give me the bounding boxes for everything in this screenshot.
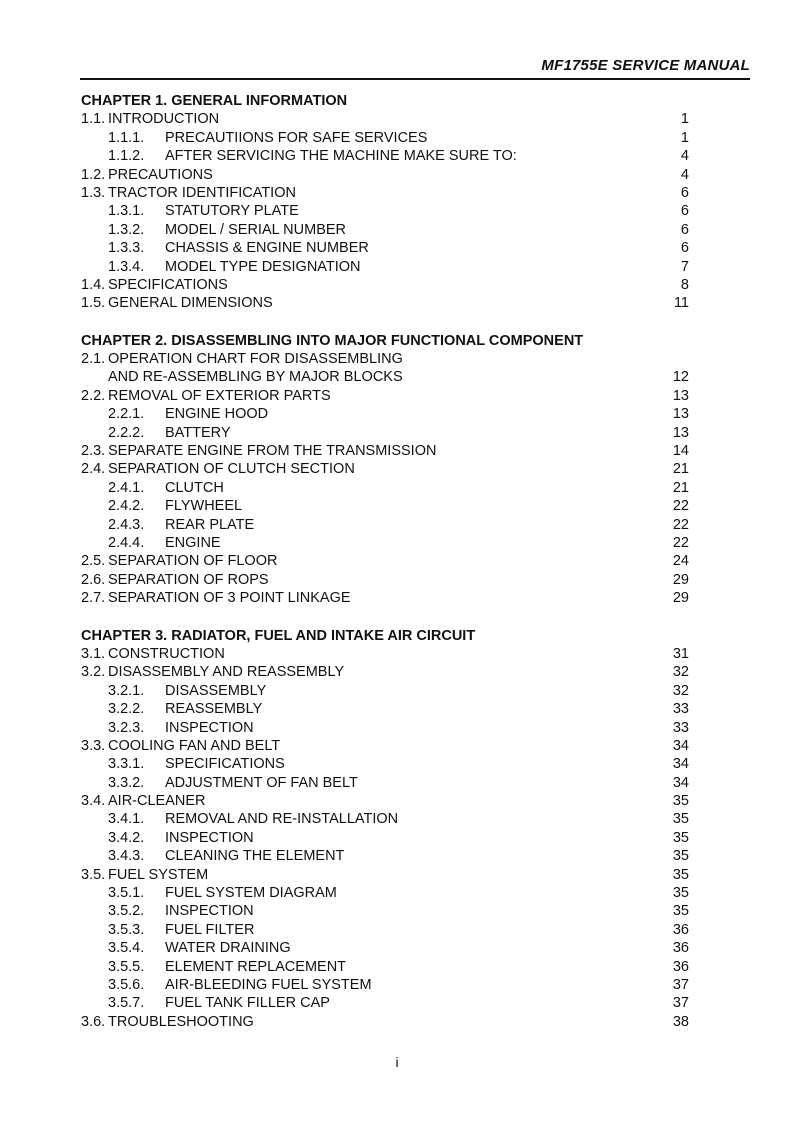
toc-section-entry[interactable] <box>81 792 689 810</box>
section-page-number: 36 <box>672 958 689 975</box>
toc-subsection-entry[interactable] <box>81 719 689 737</box>
section-number: 1.1.2. <box>108 148 145 165</box>
section-page-number: 7 <box>680 258 689 275</box>
section-number: 1.4. <box>81 276 106 293</box>
section-title: AND RE-ASSEMBLING BY MAJOR BLOCKS <box>108 369 403 386</box>
toc-subsection-entry[interactable] <box>81 774 689 792</box>
section-number: 3.5.6. <box>108 976 145 993</box>
toc-subsection-entry[interactable] <box>81 810 689 828</box>
section-page-number: 22 <box>672 516 689 533</box>
page-number: i <box>395 1054 399 1070</box>
table-of-contents <box>81 92 689 1050</box>
section-page-number: 34 <box>672 756 689 773</box>
section-title: FUEL SYSTEM <box>108 866 209 883</box>
section-page-number: 35 <box>672 903 689 920</box>
toc-subsection-entry[interactable] <box>81 884 689 902</box>
section-number: 3.6. <box>81 1013 106 1030</box>
section-page-number: 37 <box>672 995 689 1012</box>
section-title: COOLING FAN AND BELT <box>108 737 281 754</box>
toc-subsection-entry[interactable] <box>81 147 689 165</box>
section-title: SEPARATION OF FLOOR <box>108 553 278 570</box>
section-title: DISASSEMBLY AND REASSEMBLY <box>108 664 345 681</box>
section-number: 1.3. <box>81 184 106 201</box>
section-number: 2.4.1. <box>108 479 145 496</box>
section-title: SPECIFICATIONS <box>108 276 228 293</box>
section-number: 3.5.7. <box>108 995 145 1012</box>
section-page-number: 8 <box>680 276 689 293</box>
section-page-number: 6 <box>680 184 689 201</box>
section-page-number: 37 <box>672 976 689 993</box>
toc-subsection-entry[interactable] <box>81 682 689 700</box>
section-page-number: 13 <box>672 406 689 423</box>
section-title: SEPARATE ENGINE FROM THE TRANSMISSION <box>108 443 437 460</box>
section-number: 3.2.1. <box>108 682 145 699</box>
section-page-number: 12 <box>672 369 689 386</box>
section-page-number: 35 <box>672 866 689 883</box>
section-title: REMOVAL OF EXTERIOR PARTS <box>108 387 331 404</box>
section-page-number: 1 <box>680 129 689 146</box>
section-page-number: 22 <box>672 498 689 515</box>
section-title: FUEL TANK FILLER CAP <box>165 995 330 1012</box>
toc-section-entry[interactable] <box>81 276 689 294</box>
section-number: 1.3.4. <box>108 258 145 275</box>
section-number: 3.5.4. <box>108 940 145 957</box>
toc-subsection-entry[interactable] <box>81 479 689 497</box>
toc-section-entry[interactable] <box>81 350 689 368</box>
section-title: CHASSIS & ENGINE NUMBER <box>165 240 369 257</box>
section-page-number: 6 <box>680 203 689 220</box>
section-number: 2.7. <box>81 590 106 607</box>
section-title: ELEMENT REPLACEMENT <box>165 958 347 975</box>
section-page-number: 36 <box>672 940 689 957</box>
section-page-number: 21 <box>672 461 689 478</box>
section-page-number: 33 <box>672 719 689 736</box>
chapter-title[interactable]: CHAPTER 3. RADIATOR, FUEL AND INTAKE AIR CIRCUIT <box>81 627 476 644</box>
section-title: WATER DRAINING <box>165 940 291 957</box>
section-number: 2.4. <box>81 461 106 478</box>
section-page-number: 31 <box>672 645 689 662</box>
toc-section-entry[interactable] <box>81 184 689 202</box>
section-title: FLYWHEEL <box>165 498 243 515</box>
toc-section-entry[interactable] <box>81 571 689 589</box>
section-page-number: 14 <box>672 443 689 460</box>
section-title: REASSEMBLY <box>165 701 263 718</box>
section-number: 2.3. <box>81 443 106 460</box>
section-title: INSPECTION <box>165 719 254 736</box>
section-page-number: 6 <box>680 240 689 257</box>
section-title: STATUTORY PLATE <box>165 203 299 220</box>
section-number: 1.3.1. <box>108 203 145 220</box>
section-page-number: 1 <box>680 111 689 128</box>
section-number: 2.6. <box>81 571 106 588</box>
toc-subsection-entry[interactable] <box>81 129 689 147</box>
section-page-number: 11 <box>673 295 689 312</box>
chapter-title[interactable]: CHAPTER 2. DISASSEMBLING INTO MAJOR FUNCTIONAL COMPONENT <box>81 332 584 349</box>
section-number: 3.2. <box>81 664 106 681</box>
section-page-number: 34 <box>672 737 689 754</box>
section-title: AFTER SERVICING THE MACHINE MAKE SURE TO: <box>165 148 517 165</box>
toc-subsection-entry[interactable] <box>81 405 689 423</box>
toc-subsection-entry[interactable] <box>81 847 689 865</box>
toc-subsection-entry[interactable] <box>81 202 689 220</box>
section-title: SEPARATION OF ROPS <box>108 571 269 588</box>
section-page-number: 29 <box>672 571 689 588</box>
toc-subsection-entry[interactable] <box>81 829 689 847</box>
section-page-number: 4 <box>680 166 689 183</box>
toc-section-entry[interactable] <box>81 460 689 478</box>
section-number: 2.4.4. <box>108 534 145 551</box>
toc-section-entry[interactable] <box>81 663 689 681</box>
section-number: 2.5. <box>81 553 106 570</box>
section-number: 3.4. <box>81 793 106 810</box>
section-title: TROUBLESHOOTING <box>108 1013 254 1030</box>
section-number: 2.2. <box>81 387 106 404</box>
header-rule <box>80 78 750 80</box>
section-title: INSPECTION <box>165 829 254 846</box>
section-title: ENGINE HOOD <box>165 406 269 423</box>
section-page-number: 13 <box>672 424 689 441</box>
toc-subsection-entry[interactable] <box>81 516 689 534</box>
chapter-block <box>81 332 689 608</box>
section-number: 2.2.2. <box>108 424 145 441</box>
toc-subsection-entry[interactable] <box>81 239 689 257</box>
chapter-block <box>81 92 689 313</box>
toc-section-entry[interactable] <box>81 368 689 386</box>
toc-section-entry[interactable] <box>81 1013 689 1031</box>
toc-section-entry[interactable] <box>81 866 689 884</box>
section-title: FUEL SYSTEM DIAGRAM <box>165 885 337 902</box>
toc-section-entry[interactable] <box>81 442 689 460</box>
section-number: 3.3. <box>81 737 106 754</box>
section-title: REMOVAL AND RE-INSTALLATION <box>165 811 399 828</box>
section-number: 3.3.1. <box>108 756 145 773</box>
section-number: 3.5.3. <box>108 921 145 938</box>
section-title: REAR PLATE <box>165 516 255 533</box>
section-title: PRECAUTIONS <box>108 166 213 183</box>
toc-subsection-entry[interactable] <box>81 700 689 718</box>
section-page-number: 38 <box>672 1013 689 1030</box>
section-title: BATTERY <box>165 424 231 441</box>
toc-subsection-entry[interactable] <box>81 921 689 939</box>
toc-subsection-entry[interactable] <box>81 939 689 957</box>
toc-section-entry[interactable] <box>81 589 689 607</box>
section-number: 3.5.1. <box>108 885 145 902</box>
section-number: 3.5.5. <box>108 958 145 975</box>
section-title: FUEL FILTER <box>165 921 255 938</box>
section-title: PRECAUTIIONS FOR SAFE SERVICES <box>165 129 428 146</box>
section-title: TRACTOR IDENTIFICATION <box>108 184 296 201</box>
toc-subsection-entry[interactable] <box>81 221 689 239</box>
section-number: 3.1. <box>81 645 106 662</box>
section-page-number: 35 <box>672 885 689 902</box>
section-page-number: 36 <box>672 921 689 938</box>
section-number: 3.4.1. <box>108 811 145 828</box>
toc-section-entry[interactable] <box>81 294 689 312</box>
toc-subsection-entry[interactable] <box>81 497 689 515</box>
section-page-number: 13 <box>672 387 689 404</box>
section-title: OPERATION CHART FOR DISASSEMBLING <box>108 351 403 368</box>
section-page-number: 22 <box>672 534 689 551</box>
section-title: CLEANING THE ELEMENT <box>165 848 345 865</box>
section-number: 2.2.1. <box>108 406 145 423</box>
section-title: INTRODUCTION <box>108 111 220 128</box>
toc-section-entry[interactable] <box>81 737 689 755</box>
section-number: 2.1. <box>81 351 106 368</box>
section-title: INSPECTION <box>165 903 254 920</box>
section-number: 3.2.2. <box>108 701 145 718</box>
section-page-number: 21 <box>672 479 689 496</box>
toc-subsection-entry[interactable] <box>81 534 689 552</box>
section-number: 3.3.2. <box>108 774 145 791</box>
section-page-number: 32 <box>672 682 689 699</box>
section-number: 3.4.2. <box>108 829 145 846</box>
section-title: SEPARATION OF 3 POINT LINKAGE <box>108 590 351 607</box>
section-title: GENERAL DIMENSIONS <box>108 295 273 312</box>
section-title: ENGINE <box>165 534 221 551</box>
toc-section-entry[interactable] <box>81 387 689 405</box>
section-number: 3.2.3. <box>108 719 145 736</box>
section-number: 1.2. <box>81 166 106 183</box>
section-number: 2.4.2. <box>108 498 145 515</box>
section-title: SEPARATION OF CLUTCH SECTION <box>108 461 355 478</box>
section-number: 1.1.1. <box>108 129 145 146</box>
section-title: AIR-BLEEDING FUEL SYSTEM <box>165 976 372 993</box>
toc-subsection-entry[interactable] <box>81 258 689 276</box>
toc-section-entry[interactable] <box>81 552 689 570</box>
toc-section-entry[interactable] <box>81 645 689 663</box>
section-title: CLUTCH <box>165 479 224 496</box>
section-page-number: 29 <box>672 590 689 607</box>
toc-subsection-entry[interactable] <box>81 994 689 1012</box>
section-page-number: 35 <box>672 848 689 865</box>
chapter-title[interactable]: CHAPTER 1. GENERAL INFORMATION <box>81 93 348 109</box>
section-page-number: 35 <box>672 793 689 810</box>
section-page-number: 4 <box>680 148 689 165</box>
section-title: ADJUSTMENT OF FAN BELT <box>165 774 358 791</box>
section-title: MODEL TYPE DESIGNATION <box>165 258 361 275</box>
section-number: 1.1. <box>81 111 106 128</box>
section-page-number: 33 <box>672 701 689 718</box>
section-number: 3.5. <box>81 866 106 883</box>
section-number: 1.5. <box>81 295 106 312</box>
section-page-number: 6 <box>680 221 689 238</box>
section-number: 3.4.3. <box>108 848 145 865</box>
chapter-block <box>81 627 689 1032</box>
section-page-number: 24 <box>672 553 689 570</box>
toc-section-entry[interactable] <box>81 166 689 184</box>
toc-section-entry[interactable] <box>81 110 689 128</box>
toc-subsection-entry[interactable] <box>81 976 689 994</box>
section-title: MODEL / SERIAL NUMBER <box>165 221 347 238</box>
section-page-number: 32 <box>672 664 689 681</box>
section-page-number: 35 <box>672 829 689 846</box>
toc-subsection-entry[interactable] <box>81 755 689 773</box>
section-title: AIR-CLEANER <box>108 793 206 810</box>
toc-subsection-entry[interactable] <box>81 902 689 920</box>
section-number: 1.3.3. <box>108 240 145 257</box>
section-number: 3.5.2. <box>108 903 145 920</box>
toc-subsection-entry[interactable] <box>81 958 689 976</box>
section-title: DISASSEMBLY <box>165 682 267 699</box>
section-number: 2.4.3. <box>108 516 145 533</box>
section-page-number: 34 <box>672 774 689 791</box>
section-number: 1.3.2. <box>108 221 145 238</box>
manual-title: MF1755E SERVICE MANUAL <box>541 57 750 74</box>
toc-subsection-entry[interactable] <box>81 424 689 442</box>
section-title: SPECIFICATIONS <box>165 756 285 773</box>
section-page-number: 35 <box>672 811 689 828</box>
section-title: CONSTRUCTION <box>108 645 225 662</box>
